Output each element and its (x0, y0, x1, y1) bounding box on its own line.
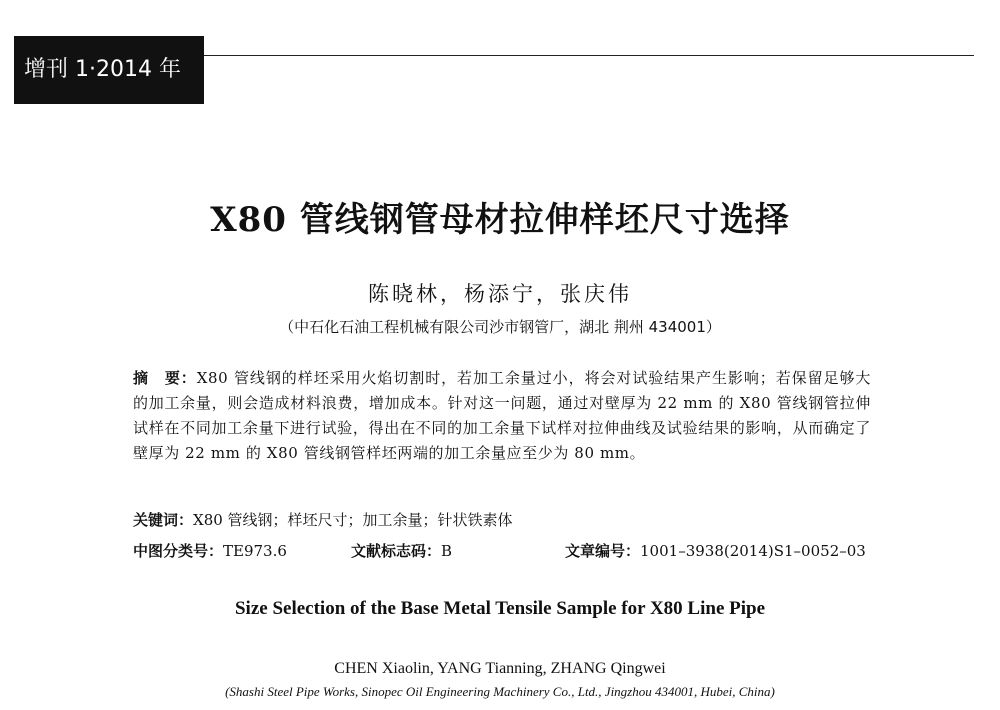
affiliation-en: (Shashi Steel Pipe Works, Sinopec Oil Engineering Machinery Co., Ltd., Jingzhou 434001, Hubei, China) (225, 684, 775, 699)
article-no-value: 1001–3938(2014)S1–0052–03 (640, 542, 866, 560)
abstract-label: 摘 要： (133, 369, 197, 387)
article-no-label: 文章编号： (565, 542, 641, 560)
article-number (565, 540, 866, 561)
clc-label: 中图分类号： (133, 542, 224, 560)
clc-number (133, 540, 287, 561)
paper-title-en: Size Selection of the Base Metal Tensile Sample for X80 Line Pipe (234, 598, 766, 619)
abstract-text: X80 管线钢的样坯采用火焰切割时，若加工余量过小，将会对试验结果产生影响；若保留足够大的加工余量，则会造成材料浪费，增加成本。针对这一问题，通过对壁厚为 22 mm 的 X80 管线钢管拉伸试样在不同加工余量下进行试验，得出在不同的加工余量下试样对拉伸曲线及试验结果的影响，从而确定了壁厚为 22 mm 的 X80 管线钢管样坯两端的加工余量应至少为 80 mm。 (133, 369, 871, 462)
authors-en: CHEN Xiaolin, YANG Tianning, ZHANG Qingwei (334, 660, 666, 677)
keywords-label: 关键词： (133, 511, 194, 529)
paper-title-cn: X80 管线钢管母材拉伸样坯尺寸选择 (210, 200, 790, 240)
issue-label: 增刊 1·2014 年 (24, 57, 181, 82)
keywords (133, 509, 871, 530)
document-code (351, 540, 452, 561)
issue-badge (14, 36, 204, 104)
doc-code-label: 文献标志码： (351, 542, 442, 560)
header-rule (204, 55, 974, 56)
clc-value: TE973.6 (223, 542, 287, 560)
keywords-text: X80 管线钢；样坯尺寸；加工余量；针状铁素体 (193, 511, 513, 529)
authors-cn: 陈晓林，杨添宁，张庆伟 (368, 282, 632, 306)
affiliation-cn: （中石化石油工程机械有限公司沙市钢管厂，湖北 荆州 434001） (279, 318, 721, 336)
abstract (133, 366, 871, 466)
doc-code-value: B (441, 542, 453, 560)
